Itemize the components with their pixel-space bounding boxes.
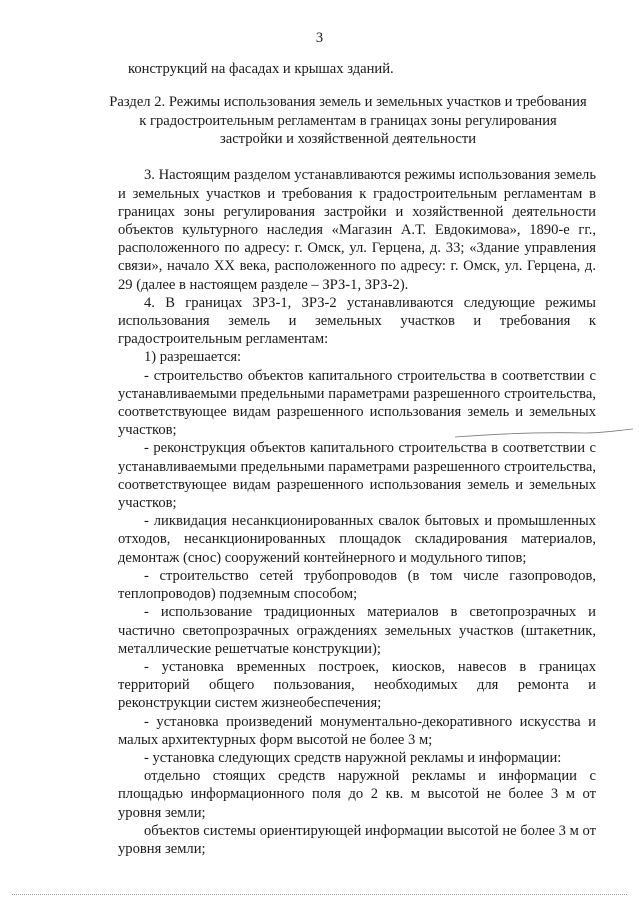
list-item: - установка временных построек, киосков, навесов в границах территорий общего пользования, необходимых для ремонта и реконструкции систем жизнеобеспечения; (118, 658, 596, 712)
section-title-line: Раздел 2. Режимы использования земель и земельных участков и требования (109, 94, 587, 111)
list-item: - ликвидация несанкционированных свалок бытовых и промышленных отходов, несанкционированных площадок складирования материалов, демонтаж (снос) сооружений контейнерного и модульного типов; (118, 513, 596, 566)
paragraph-4: 4. В границах ЗРЗ-1, ЗРЗ-2 устанавливаются следующие режимы использования земель и земельных участков и требования к градостроительным регламентам: (118, 294, 596, 348)
pen-stroke-mark (455, 428, 635, 442)
page-number: 3 (315, 30, 324, 46)
paragraph-3: 3. Настоящим разделом устанавливаются режимы использования земель и земельных участков и требования к градостроительным регламентам в границах зоны регулирования застройки и хозяйственной деятельности объектов культурного наследия «Магазин А.Т. Евдокимова», 1890-е гг., расположенного по адресу: г. Омск, ул. Герцена, д. 33; «Здание управления связи», начало XX века, расположенного по адресу: г. Омск, ул. Герцена, д. 29 (далее в настоящем разделе – ЗРЗ-1, ЗРЗ-2). (118, 167, 596, 293)
section-title-line: к градостроительным регламентам в границах зоны регулирования (139, 112, 557, 129)
list-item: - строительство объектов капитального строительства в соответствии с устанавливаемыми предельными параметрами разрешенного строительства, соответствующее видам разрешенного использования земель и земельных участков; (118, 367, 596, 439)
page-bottom-rule (12, 894, 627, 895)
section-title (98, 93, 598, 148)
list-item: - строительство сетей трубопроводов (в том числе газопроводов, теплопроводов) подземным способом; (118, 567, 596, 603)
list-item: - использование традиционных материалов в светопрозрачных и частично светопрозрачных ограждениях земельных участков (штакетник, металлические решетчатые конструкции); (118, 604, 596, 657)
list-item: отдельно стоящих средств наружной рекламы и информации с площадью информационного поля до 2 кв. м высотой не более 3 м от уровня земли; (118, 768, 596, 821)
list-heading: 1) разрешается: (144, 349, 242, 366)
section-title-line: застройки и хозяйственной деятельности (219, 131, 477, 148)
document-body (109, 60, 596, 858)
list-item: объектов системы ориентирующей информации высотой не более 3 м от уровня земли; (118, 822, 596, 857)
list-item: - установка следующих средств наружной рекламы и информации: (144, 749, 562, 766)
list-item: - установка произведений монументально-декоративного искусства и малых архитектурных форм высотой не более 3 м; (118, 713, 596, 748)
list-item: - реконструкция объектов капитального строительства в соответствии с устанавливаемыми предельными параметрами разрешенного строительства, соответствующее видам разрешенного использования земель и земельных участков; (118, 440, 596, 512)
continued-line: конструкций на фасадах и крышах зданий. (128, 61, 394, 77)
